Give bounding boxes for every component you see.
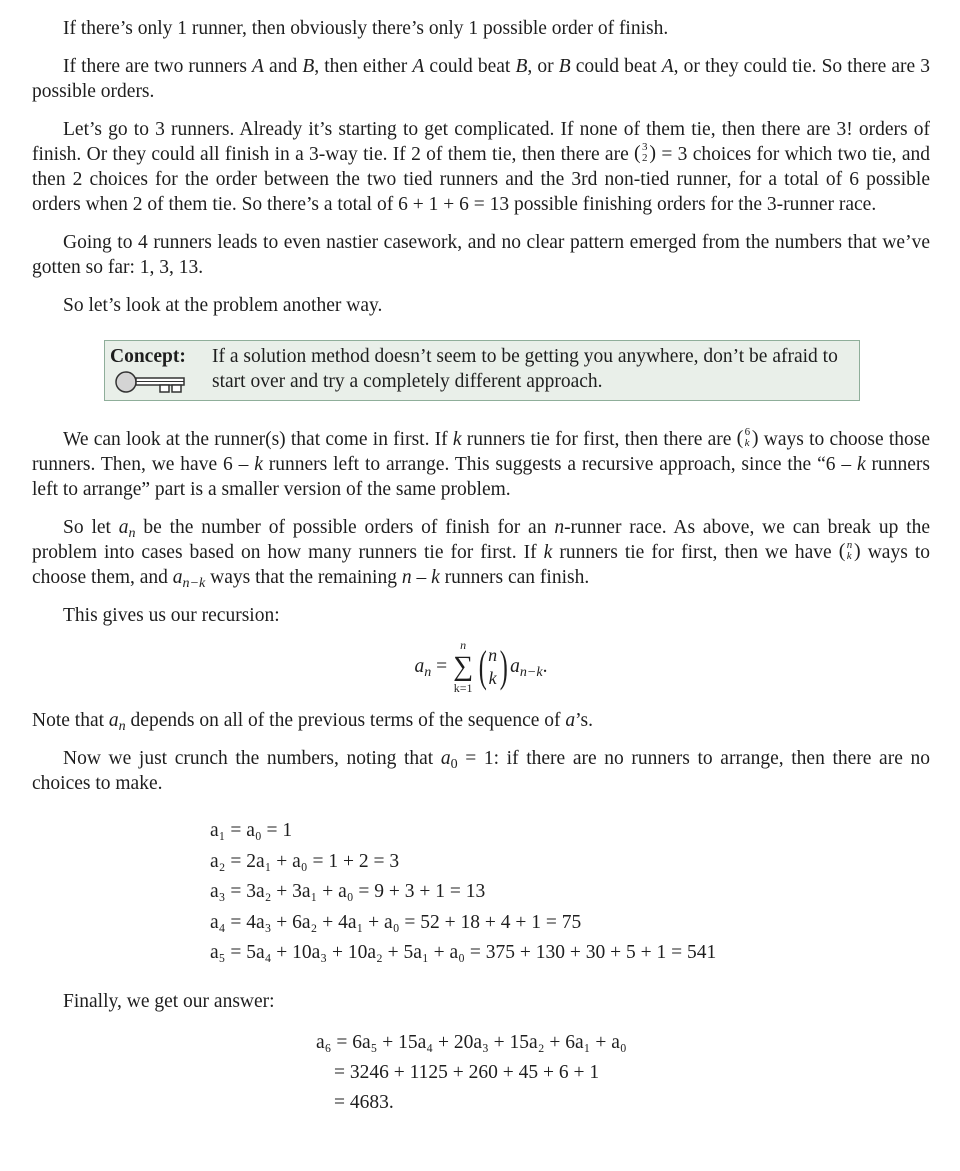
binomial-6-choose-k: ( 6 k ) [736,426,759,449]
paragraph-two-runners: If there are two runners A and B, then either A could beat B, or B could beat A, or they could tie. So there are 3 possible orders. [32,56,931,102]
computation-line: a₁ = a₀ = 1 [210,820,293,841]
recursion-equation [32,632,930,702]
recursion-lhs: $a_n$ = [414,656,448,681]
paragraph-first-place: We can look at the runner(s) that come in first. If k runners tie for first, then there are ( 6 k ) ways to choose those runners. Then, we have 6 – k runners left to arrange. This suggests a recursive approach, since the “6 – k runners left to arrange” part is a smaller version of the same problem. [32,426,931,500]
computation-list [210,816,930,969]
computation-line: a₄ = 4a₃ + 6a₂ + 4a₁ + a₀ = 52 + 18 + 4 + 1 = 75 [210,911,582,933]
computation-line: a₅ = 5a₄ + 10a₃ + 10a₂ + 5a₁ + a₀ = 375 + 130 + 30 + 5 + 1 = 541 [210,942,717,963]
paragraph-crunch: Now we just crunch the numbers, noting that $a_0 = 1$: if there are no runners to arrange, then there are no choices to make. [32,748,930,794]
key-icon [115,371,189,395]
final-line: = 3246 + 1125 + 260 + 45 + 6 + 1 [334,1061,600,1083]
summation-sign: ∑ [453,651,474,682]
concept-box [104,340,860,401]
final-line: a₆ = 6a₅ + 15a₄ + 20a₃ + 15a₂ + 6a₁ + a₀ [316,1031,627,1053]
summation-block [453,639,473,695]
computation-line: a₃ = 3a₂ + 3a₁ + a₀ = 9 + 3 + 1 = 13 [210,881,486,902]
recursion-rhs: $a_{n-k}$. [510,656,548,681]
binomial-n-choose-k: ( n k ) [838,539,861,562]
paragraph-one-runner: If there’s only 1 runner, then obviously there’s only 1 possible order of finish. [63,18,669,39]
binomial-3-choose-2: ( 3 2 ) [634,141,657,164]
paragraph-another-way: So let’s look at the problem another way. [63,295,383,316]
paragraph-four-runners: Going to 4 runners leads to even nastier casework, and no clear pattern emerged from the numbers that we’ve gotten so far: 1, 3, 13. [32,232,930,278]
binomial-coefficient: n k [488,645,498,688]
right-paren: ) [499,642,508,691]
final-result: = 4683. [334,1091,394,1113]
concept-label: Concept: [110,346,186,367]
summation-upper-limit: n [460,638,467,652]
paragraph-three-runners: Let’s go to 3 runners. Already it’s starting to get complicated. If none of them tie, then there are 3! orders of finish. Or they could all finish in a 3-way tie. If 2 of them tie, then there are ( 3 2 ) = 3 choices for which two tie, and then 2 choices for the order between the two tied runners and the 3rd non-tied runner, for a total of 6 possible orders when 2 of them tie. So there’s a total of 6 + 1 + 6 = 13 possible finishing orders for the 3-runner race. [32,119,930,215]
paragraph-recursion-intro: This gives us our recursion: [63,605,280,626]
final-answer [316,1028,930,1118]
concept-text: If a solution method doesn’t seem to be getting you anywhere, don’t be afraid to start over and try a completely different approach. [212,346,838,392]
paragraph-define-an: So let $a_n$ be the number of possible orders of finish for an n-runner race. As above, we can break up the problem into cases based on how many runners tie for first. If k runners tie for first, then we have ( n k ) ways to choose them, and $a_{n-k}$ ways that the remaining n – k runners can finish. [32,517,930,592]
summation-lower-limit: k=1 [453,681,473,695]
paragraph-finally: Finally, we get our answer: [63,990,275,1012]
paragraph-note: Note that $a_n$ depends on all of the previous terms of the sequence of a’s. [32,710,594,735]
computation-line: a₂ = 2a₁ + a₀ = 1 + 2 = 3 [210,850,400,872]
left-paren: ( [478,642,487,691]
